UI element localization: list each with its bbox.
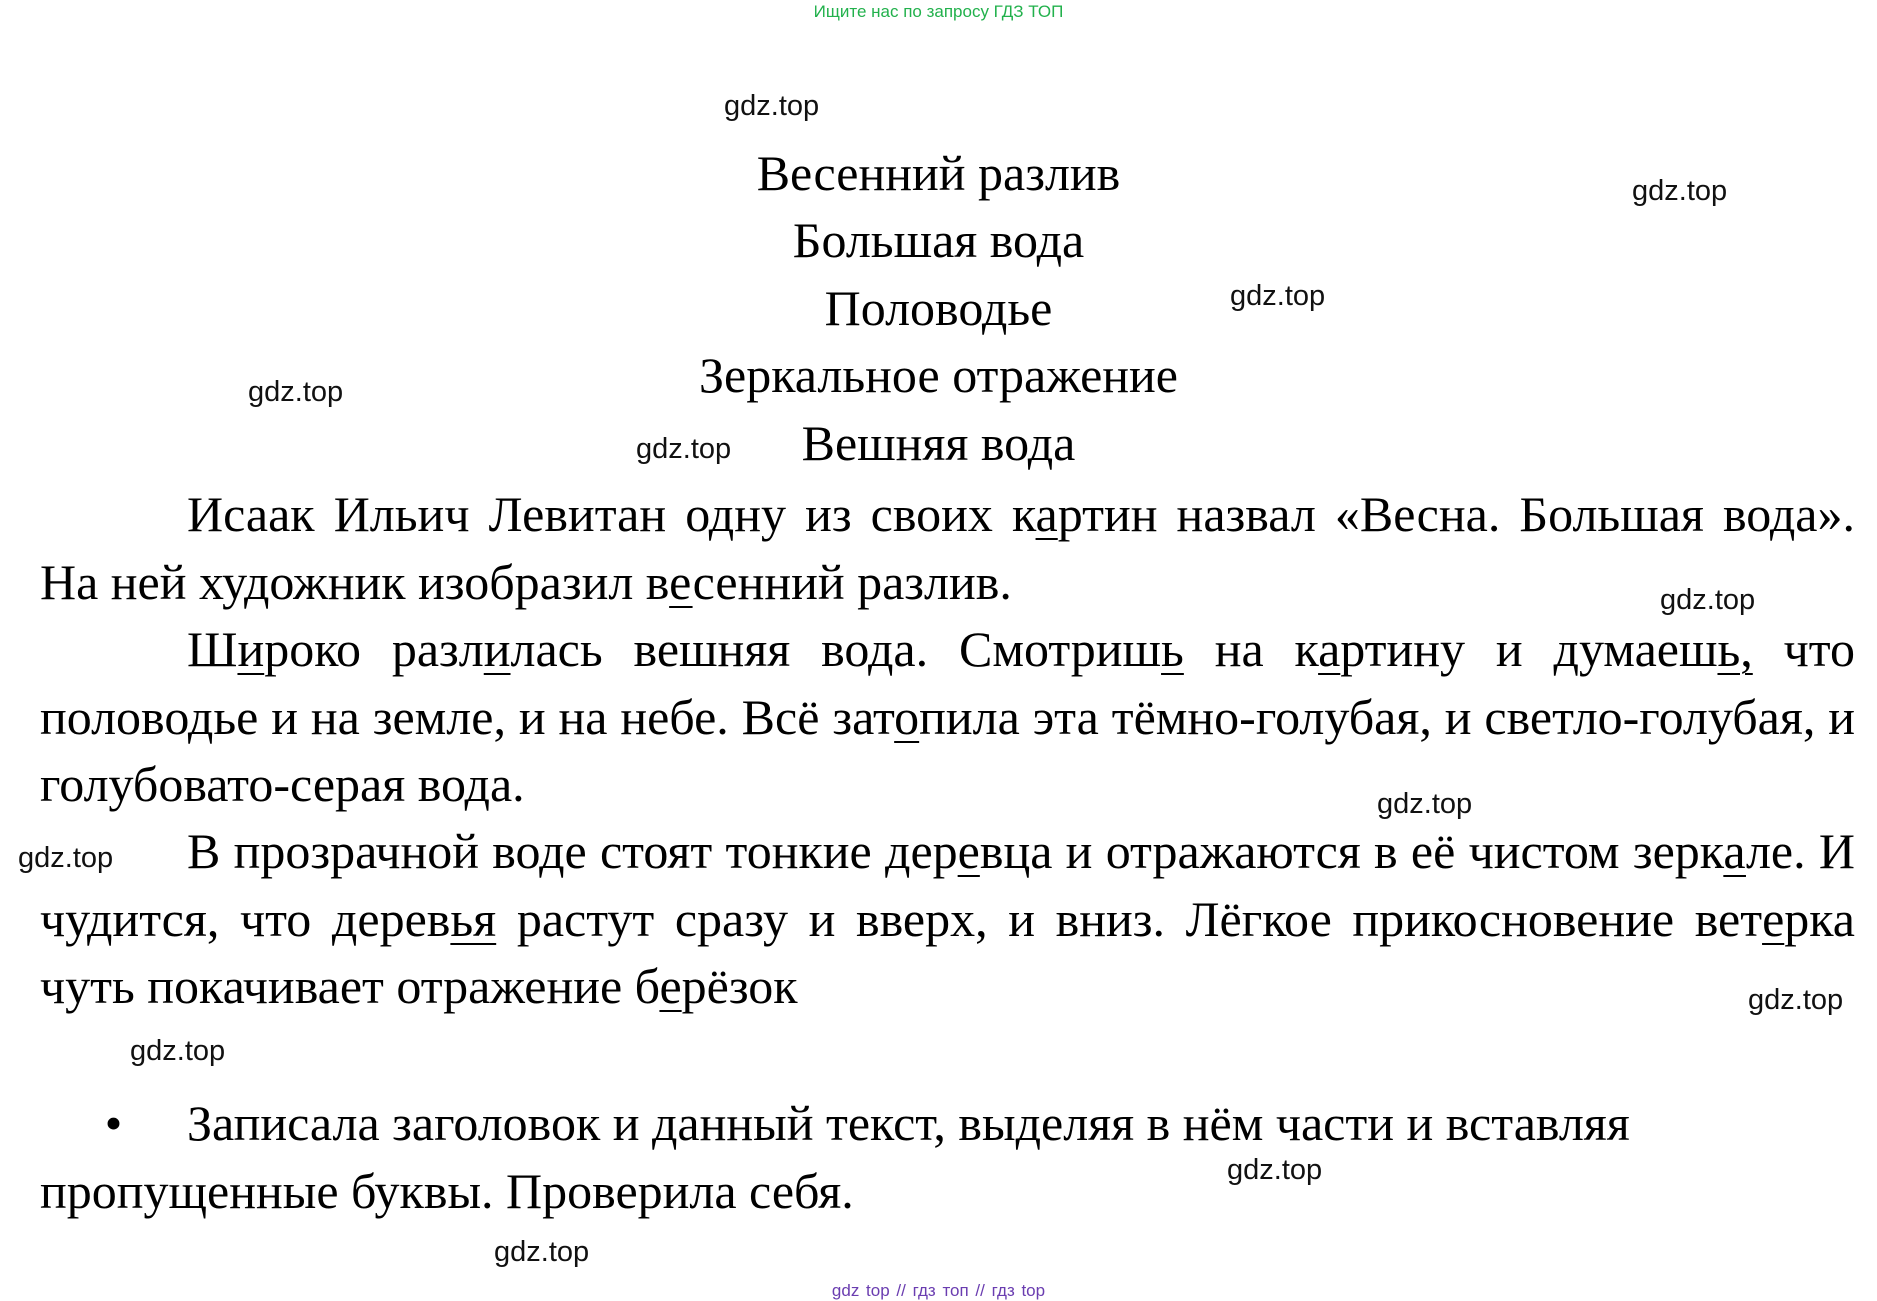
title-line-3: Половодье	[824, 280, 1053, 336]
watermark: gdz.top	[1748, 984, 1844, 1016]
paragraph-1: Исаак Ильич Левитан одну из своих картин назвал «Весна. Большая вода». На ней художник изобразил весенний разлив.	[40, 486, 1855, 610]
bullet-text: Записала заголовок и данный текст, выделяя в нём части и вставляя пропущенные буквы. Проверила себя.	[40, 1095, 1630, 1219]
watermark: gdz.top	[724, 90, 820, 122]
title-line-2: Большая вода	[792, 212, 1085, 268]
watermark: gdz.top	[1632, 175, 1728, 207]
inserted-letter: е	[659, 958, 682, 1014]
inserted-letter: ь	[1161, 621, 1184, 677]
watermark: gdz.top	[1230, 280, 1326, 312]
watermark: gdz.top	[1377, 788, 1473, 820]
bullet-note	[40, 1090, 1740, 1225]
watermark: gdz.top	[130, 1035, 226, 1067]
paragraph-3: В прозрачной воде стоят тонкие деревца и отражаются в её чистом зеркале. И чудится, что деревья растут сразу и вверх, и вниз. Лёгкое прикосновение ветерка чуть покачивает отражение берёзок	[40, 823, 1855, 1014]
inserted-letter: е	[1762, 890, 1785, 947]
title-line-5: Вешняя вода	[801, 415, 1076, 471]
bullet-icon: •	[104, 1095, 123, 1151]
title-line-1: Весенний разлив	[756, 145, 1121, 201]
inserted-letter: е	[957, 823, 980, 879]
inserted-letter: а	[1035, 486, 1058, 542]
watermark: gdz.top	[1660, 584, 1756, 616]
inserted-letter: ь,	[1717, 621, 1753, 677]
inserted-letter: о	[894, 688, 920, 745]
watermark: gdz.top	[1227, 1154, 1323, 1186]
watermark: gdz.top	[494, 1236, 590, 1268]
inserted-letter: а	[1318, 621, 1341, 677]
inserted-letter: и	[483, 621, 511, 677]
title-line-4: Зеркальное отражение	[698, 347, 1178, 403]
watermark: gdz.top	[636, 433, 732, 465]
paragraph-2: Широко разлилась вешняя вода. Смотришь на картину и думаешь, что половодье и на земле, и на небе. Всё затопила эта тёмно-голубая, и светло-голубая, и голубовато-серая вода.	[40, 621, 1855, 812]
footer: gdz top // гдз топ // гдз top	[831, 1281, 1046, 1300]
inserted-letter: ья	[450, 890, 497, 947]
inserted-letter: и	[237, 621, 265, 677]
watermark: gdz.top	[248, 376, 344, 408]
inserted-letter: а	[1723, 823, 1746, 879]
inserted-letter: е	[669, 553, 693, 610]
watermark: gdz.top	[18, 842, 114, 874]
top-banner: Ищите нас по запросу ГДЗ ТОП	[813, 2, 1064, 21]
